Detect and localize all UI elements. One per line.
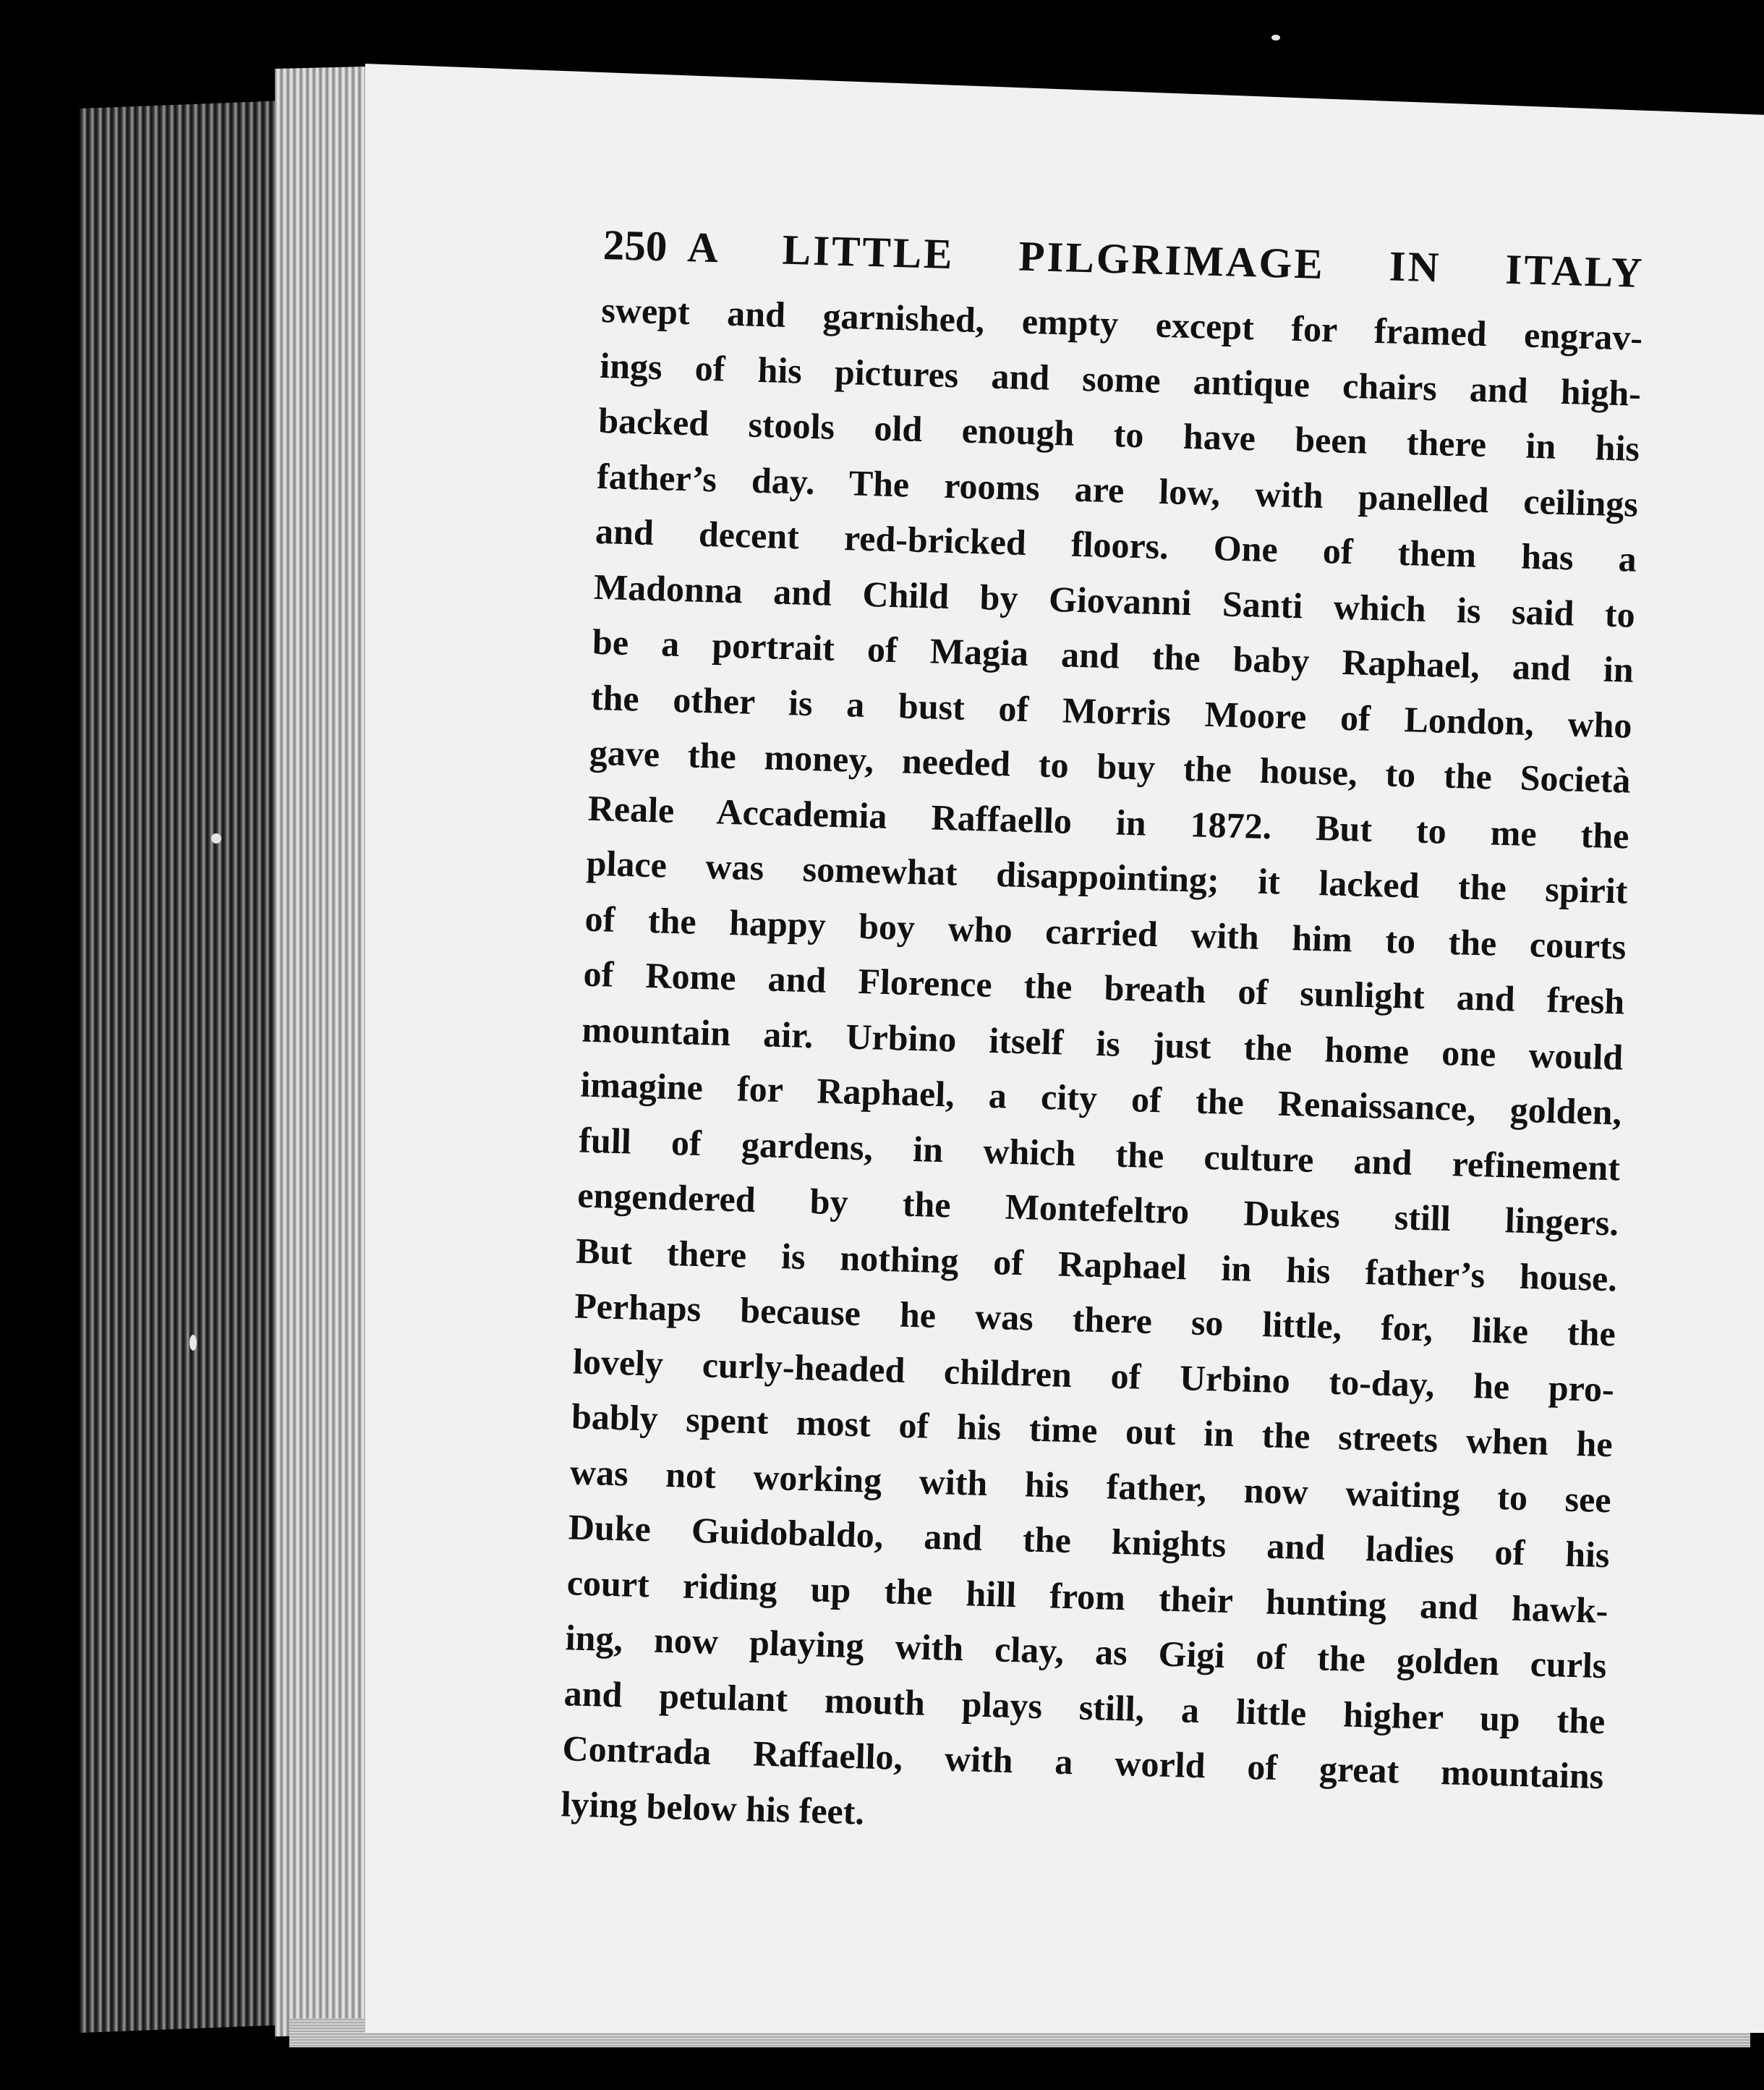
body-line: and petulant mouth plays still, a little higher up the [563,1672,1606,1741]
body-line: Duke Guidobaldo, and the knights and ladies of his [568,1506,1611,1576]
body-line: imagine for Raphael, a city of the Renaissance, golden, [579,1063,1622,1133]
body-line: the other is a bust of Morris Moore of London, who [590,676,1633,746]
body-line: But there is nothing of Raphael in his father’s house. [575,1229,1618,1299]
body-line: full of gardens, in which the culture and refinement [578,1119,1621,1188]
body-line: Reale Accademia Raffaello in 1872. But to me the [587,787,1630,857]
body-line: of Rome and Florence the breath of sunlight and fresh [582,953,1625,1022]
body-line: swept and garnished, empty except for framed engrav- [600,289,1643,358]
page-text-block [561,217,1645,1859]
body-line: of the happy boy who carried with him to the courts [584,898,1627,967]
body-line: father’s day. The rooms are low, with panelled ceilings [596,455,1639,524]
dust-speck [1271,35,1280,41]
body-line: bably spent most of his time out in the streets when he [571,1396,1614,1465]
body-line: Contrada Raffaello, with a world of great mountains [561,1728,1604,1797]
body-line: lovely curly-headed children of Urbino to-day, he pro- [572,1340,1615,1409]
body-line: ings of his pictures and some antique chairs and high- [599,344,1642,414]
page-number: 250 [602,220,668,271]
body-line: place was somewhat disappointing; it lacked the spirit [586,842,1629,912]
body-line: was not working with his father, now waiting to see [569,1450,1612,1520]
body-line: gave the money, needed to buy the house, to the Società [589,731,1632,801]
body-line: backed stools old enough to have been there in his [597,399,1640,469]
body-line: Perhaps because he was there so little, for, like the [574,1285,1616,1354]
body-text [561,282,1643,1859]
dust-speck [189,1335,197,1351]
body-line: court riding up the hill from their hunting and hawk- [566,1561,1609,1631]
body-line: engendered by the Montefeltro Dukes still lingers. [576,1174,1619,1244]
body-line: and decent red-bricked floors. One of them has a [595,510,1637,579]
dust-speck [211,833,221,844]
body-line: mountain air. Urbino itself is just the home one would [581,1008,1624,1078]
body-line: ing, now playing with clay, as Gigi of the golden curls [565,1617,1608,1686]
body-line: Madonna and Child by Giovanni Santi which is said to [593,566,1636,635]
running-title: A LITTLE PILGRIMAGE IN ITALY [686,223,1645,297]
body-line: be a portrait of Magia and the baby Raphael, and in [592,621,1635,690]
body-line: lying below his feet. [560,1783,865,1832]
page-edges-highlight [275,67,376,2036]
